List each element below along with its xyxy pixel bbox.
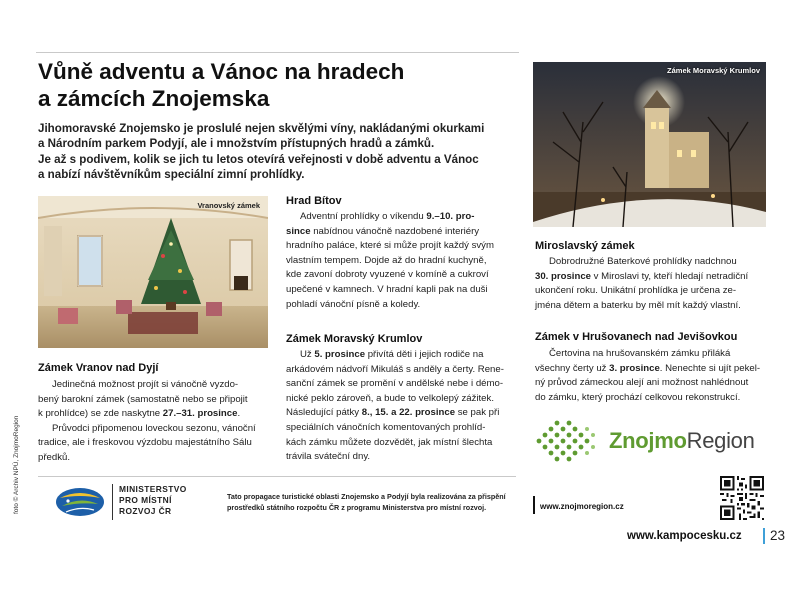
moravsky-krumlov-illustration <box>533 62 766 227</box>
page-number: 23 <box>770 528 786 543</box>
vranov-text <box>38 378 268 466</box>
vranov-line-1: Jedinečná možnost projít si vánočně vyzdo- <box>52 379 239 390</box>
bitov-heading: Hrad Bítov <box>286 195 342 207</box>
article-title <box>38 58 508 112</box>
krumlov-heading: Zámek Moravský Krumlov <box>286 333 423 345</box>
top-divider <box>36 52 519 53</box>
moravsky-photo-caption: Zámek Moravský Krumlov <box>667 66 760 75</box>
znojmoregion-wordmark: ZnojmoRegion <box>609 428 755 453</box>
ministry-divider <box>112 484 113 520</box>
vranov-heading: Zámek Vranov nad Dyjí <box>38 362 159 374</box>
krumlov-line-7: kách zámku můžete dozvědět, jak místní šlechta <box>286 436 493 448</box>
funding-line-2: prostředků státního rozpočtu ČR z programu Ministerstva pro místní rozvoj. <box>227 503 487 513</box>
hrusovany-line-4: do zámku, který prochází celkovou rekonstrukcí. <box>535 391 741 403</box>
hrusovany-heading: Zámek v Hrušovanech nad Jevišovkou <box>535 331 738 343</box>
vranov-interior-photo <box>38 196 268 348</box>
ministry-line-2: PRO MÍSTNÍ <box>119 495 172 505</box>
krumlov-line-3: sanční zámek se promění v andělské nebe i démo- <box>286 378 504 390</box>
region-url-accent <box>533 496 535 514</box>
hrusovany-line-1: Čertovina na hrušovanském zámku přiláká <box>549 348 731 359</box>
footer-url[interactable]: www.kampocesku.cz <box>627 530 742 542</box>
krumlov-date-1: 5. prosince <box>314 349 366 360</box>
bitov-line-4: vlastním tempem. Dojde až do hradní kuchyně, <box>286 254 487 266</box>
krumlov-line-2: arkádovém nádvoří Mikuláš s anděly a čerty. Rene- <box>286 363 504 375</box>
miroslav-line-4: jména dětem a baterku by měl mít každý vlastní. <box>535 299 741 311</box>
hrusovany-line-3: ný průvod zámeckou alejí ani možnost nahlédnout <box>535 377 749 389</box>
bitov-text <box>286 210 518 312</box>
miroslav-line-2: 30. prosince v Miroslavi ty, kteří hledají netradiční <box>535 270 749 282</box>
vranov-line-6: předků. <box>38 451 70 463</box>
krumlov-line-6: speciálních vánočních komentovaných prohlíd- <box>286 421 486 433</box>
miroslav-date: 30. prosince <box>535 270 591 282</box>
vranov-line-4: Průvodci připomenou loveckou sezonu, vánoční <box>52 422 256 434</box>
bitov-line-2: since nabídnou vánočně nazdobené interiéry <box>286 225 480 237</box>
bitov-line-3: hradního paláce, které si může projít každý svým <box>286 240 494 252</box>
bitov-line-6: upečené v kamnech. V hradní kapli pak na duši <box>286 283 488 295</box>
bitov-date: 9.–10. pro- <box>426 211 475 222</box>
miroslav-heading: Miroslavský zámek <box>535 240 635 252</box>
vranov-line-3: k prohlídce) se zde naskytne 27.–31. prosince. <box>38 408 241 420</box>
hrusovany-text <box>535 347 767 405</box>
lead-line-3: Je až s podivem, kolik se jich tu letos otevírá veřejnosti v době adventu a Vánoc <box>38 152 479 166</box>
miroslav-line-3: ukončení roku. Unikátní prohlídka je určena ze- <box>535 285 737 297</box>
vranov-line-5: tradice, ale i freskovou výzdobu majestátního Sálu <box>38 437 252 449</box>
hrusovany-date: 3. prosince <box>609 362 660 374</box>
bitov-line-5: kde zavoní dobroty vyuzené v komíně a cukroví <box>286 269 489 281</box>
krumlov-date-2: 8., 15. a 22. prosince <box>361 407 456 419</box>
lead-line-4: a nabízí návštěvníkům speciální zimní prohlídky. <box>38 168 305 182</box>
ministry-line-1: MINISTERSTVO <box>119 484 187 494</box>
lead-line-2: a Národním parkem Podyjí, ale i množstvím přístupných hradů a zámků. <box>38 137 435 151</box>
funding-line-1: Tato propagace turistické oblasti Znojemsko a Podyjí byla realizována za přispění <box>227 492 506 501</box>
article-lead <box>38 121 518 183</box>
krumlov-line-1: Už 5. prosince přivítá děti i jejich rodiče na <box>300 349 484 360</box>
hrusovany-line-2: všechny čerty už 3. prosince. Nenechte si ujít pekel- <box>535 362 761 374</box>
znojmoregion-url[interactable]: www.znojmoregion.cz <box>540 502 624 511</box>
znojmoregion-logo <box>535 416 767 468</box>
miroslav-line-1: Dobrodružné Baterkové prohlídky nadchnou <box>549 256 737 267</box>
krumlov-line-5: Následující pátky 8., 15. a 22. prosince se pak při <box>286 407 500 419</box>
krumlov-line-4: nické peklo zároveň, a bude to velkolepý zážitek. <box>286 392 494 404</box>
bottom-divider <box>38 476 516 477</box>
title-line-1: Vůně adventu a Vánoc na hradech <box>38 59 405 84</box>
ministry-line-3: ROZVOJ ČR <box>119 506 172 516</box>
bitov-line-7: pohladí vánoční písně a koledy. <box>286 298 421 310</box>
vranov-date: 27.–31. prosince <box>162 408 238 420</box>
page-number-accent <box>763 528 765 544</box>
vranov-interior-illustration <box>38 196 268 348</box>
moravsky-krumlov-photo <box>533 62 766 227</box>
bitov-line-1: Adventní prohlídky o víkendu 9.–10. pro- <box>300 211 475 222</box>
miroslav-text <box>535 255 767 313</box>
krumlov-line-8: trávila sváteční dny. <box>286 451 371 463</box>
lead-line-1: Jihomoravské Znojemsko je proslulé nejen skvělými víny, nakládanými okurkami <box>38 122 485 135</box>
ministry-name <box>119 484 187 517</box>
krumlov-text <box>286 348 518 465</box>
ministry-logo-icon <box>54 486 106 518</box>
title-line-2: a zámcích Znojemska <box>38 86 270 111</box>
znojmoregion-dots-icon <box>535 419 599 463</box>
qr-code-icon <box>720 476 764 520</box>
photo-credit: foto © Archiv NPÚ, ZnojmoRegion <box>13 415 20 514</box>
funding-note <box>227 491 517 514</box>
vranov-line-2: bený barokní zámek (samostatně nebo se připojit <box>38 393 248 405</box>
vranov-photo-caption: Vranovský zámek <box>197 201 260 210</box>
